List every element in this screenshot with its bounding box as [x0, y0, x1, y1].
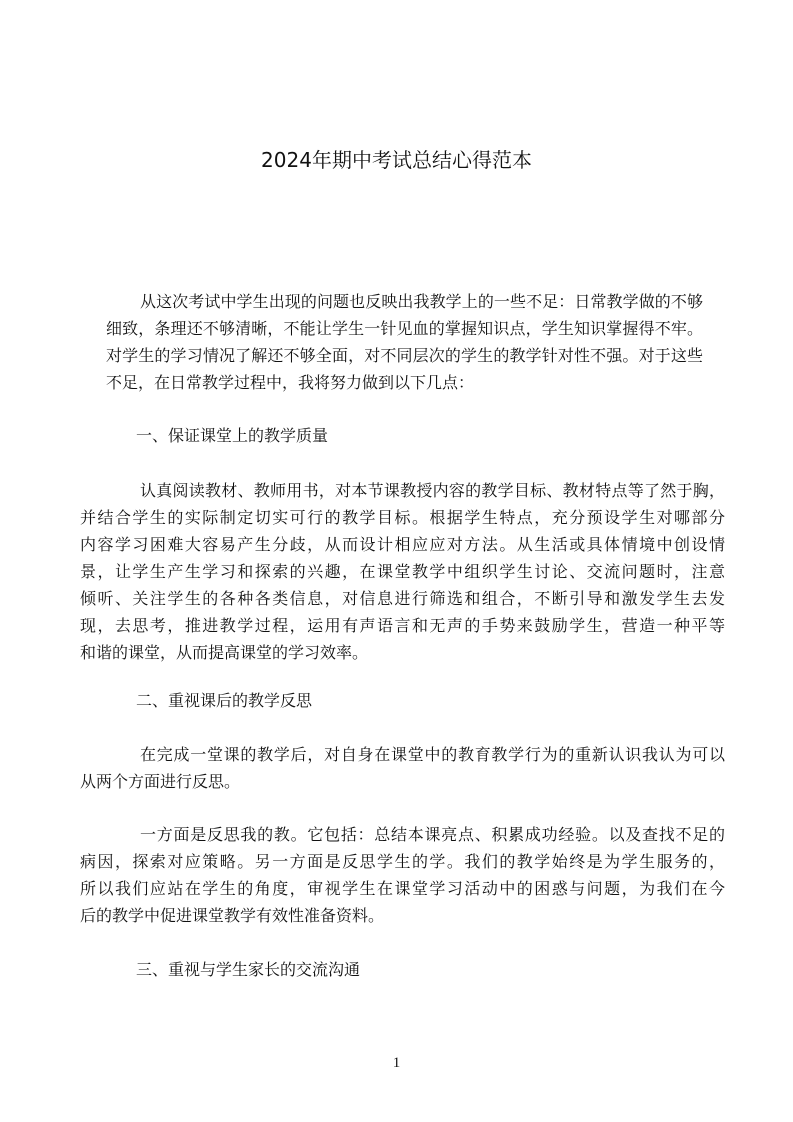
paragraph-reflection-intro: [80, 741, 725, 795]
section-heading-1: 一、保证课堂上的教学质量: [136, 426, 329, 445]
text-line: 倾听、关注学生的各种各类信息，对信息进行筛选和组合，不断引导和激发学生去发: [80, 589, 725, 608]
document-title: 2024年期中考试总结心得范本: [261, 148, 532, 172]
text-line: 从两个方面进行反思。: [80, 772, 241, 791]
paragraph-classroom-quality: [80, 477, 725, 666]
page-number: 1: [392, 1055, 401, 1071]
section-heading-2: 二、重视课后的教学反思: [136, 691, 313, 710]
text-line: 病因，探索对应策略。另一方面是反思学生的学。我们的教学始终是为学生服务的，: [80, 852, 725, 871]
text-line: 一方面是反思我的教。它包括：总结本课亮点、积累成功经验。以及查找不足的: [140, 825, 725, 844]
text-line: 后的教学中促进课堂教学有效性准备资料。: [80, 906, 385, 925]
text-line: 所以我们应站在学生的角度，审视学生在课堂学习活动中的困惑与问题，为我们在今: [80, 879, 725, 898]
text-line: 细致，条理还不够清晰，不能让学生一针见血的掌握知识点，学生知识掌握得不牢。: [106, 319, 703, 338]
text-line: 从这次考试中学生出现的问题也反映出我教学上的一些不足：日常教学做的不够: [140, 292, 703, 311]
section-heading-3: 三、重视与学生家长的交流沟通: [136, 960, 361, 979]
text-line: 并结合学生的实际制定切实可行的教学目标。根据学生特点，充分预设学生对哪部分: [80, 508, 725, 527]
text-line: 对学生的学习情况了解还不够全面，对不同层次的学生的教学针对性不强。对于这些: [106, 346, 703, 365]
text-line: 现，去思考，推进教学过程，运用有声语言和无声的手势来鼓励学生，营造一种平等: [80, 616, 725, 635]
text-line: 和谐的课堂，从而提高课堂的学习效率。: [80, 643, 369, 662]
paragraph-reflection-detail: [80, 821, 725, 929]
text-line: 在完成一堂课的教学后，对自身在课堂中的教育教学行为的重新认识我认为可以: [140, 745, 725, 764]
text-line: 内容学习困难大容易产生分歧，从而设计相应应对方法。从生活或具体情境中创设情: [80, 535, 725, 554]
text-line: 景，让学生产生学习和探索的兴趣，在课堂教学中组织学生讨论、交流问题时，注意: [80, 562, 725, 581]
text-line: 认真阅读教材、教师用书，对本节课教授内容的教学目标、教材特点等了然于胸，: [140, 481, 725, 500]
text-line: 不足，在日常教学过程中，我将努力做到以下几点：: [106, 373, 475, 392]
paragraph-intro: [106, 288, 703, 396]
